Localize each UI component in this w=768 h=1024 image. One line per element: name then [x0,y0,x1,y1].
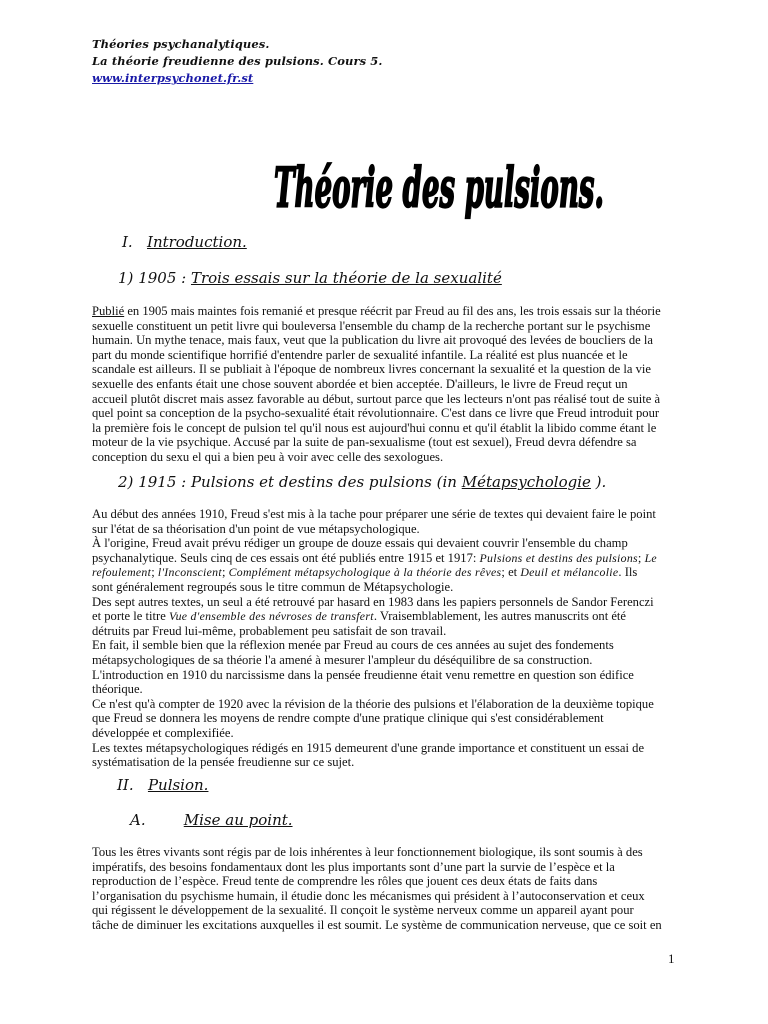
text-line: l’organisation du psychisme humain, il étudie donc les mécanismes qui président à l’autoconservation et ceux [92,888,645,903]
text-line: Les textes métapsychologiques rédigés en 1915 demeurent d'une grande importance et constituent un essai de [92,740,645,755]
text-line: part du monde scientifique horrifié d'entendre parler de sexualité infantile. La réalité est plus nuancée et le [92,347,628,362]
subsection-heading-mise-au-point [130,811,293,829]
text-line: conception du sexu el qui a bien peu à voir avec celle des sexologues. [92,449,444,464]
document-title-text: Théorie des pulsions. [274,156,604,221]
text-line: Au début des années 1910, Freud s'est mis à la tache pour préparer une série de textes qui devaient faire le point [92,507,656,521]
subsection-heading-1915 [118,473,606,491]
text-line: systématisation de la pensée freudienne sur ce sujet. [92,755,355,770]
text-segment: . Ils [618,565,638,580]
text-line: quel point sa conception de la psycho-sexualité était révolutionnaire. C'est dans ce livre que Freud introduit pour [92,406,660,421]
subsection-label-underlined: Métapsychologie [461,473,591,491]
text-segment: et porte le titre [92,609,169,624]
text-line: sur l'état de sa théorisation d'un point de vue métapsychologique. [92,521,420,536]
text-line: reproduction de l’espèce. Freud tente de comprendre les rôles que jouent ces deux états de faits dans [92,874,598,889]
section-number: II. [117,776,134,794]
text-line: Ce n'est qu'à compter de 1920 avec la révision de la théorie des pulsions et l'élaboration de la deuxième topique [92,696,654,711]
header-website-link[interactable]: www.interpsychonet.fr.st [92,71,254,85]
text-segment: ; [151,565,158,580]
section-number: I. [122,233,133,251]
text-line: À l'origine, Freud avait prévu rédiger un groupe de douze essais qui devaient couvrir l'ensemble du champ [92,536,628,551]
subsection-number: 1) [118,269,134,287]
section-label: Pulsion. [147,776,209,794]
text-line: impératifs, des besoins fondamentaux dont les plus importants sont d’une part la survie de l’espèce et la [92,859,615,874]
text-line: sexuelle constituent un petit livre qui bouleversa l'ensemble du champ de la recherche portant sur le psychisme [92,318,651,333]
essay-title: Complément métapsychologique à la théorie des rêves [228,565,502,580]
essay-title: Deuil et mélancolie [520,565,619,580]
text-line: humain. Un mythe tenace, mais faux, veut que la publication du livre ait provoqué des levées de boucliers de la [92,333,653,348]
essay-title: l'Inconscient [157,565,222,580]
section-heading-introduction [122,233,247,251]
subsection-label: Pulsions et destins des pulsions (in [190,473,462,491]
text-line: la première fois le concept de pulsion tel qu'il nous est aujourd'hui connu et qu'il établit la libido comme étant le [92,420,657,435]
document-title [270,112,620,220]
subsection-heading-1905 [118,269,502,287]
text-segment: . Vraisemblablement, les autres manuscrits ont été [373,609,627,624]
text-line: tâche de diminuer les excitations auxquelles il est soumit. Le système de communication nerveuse, que ce soit en [92,917,662,932]
essay-title: Le [644,550,657,565]
text-line: théorique. [92,682,143,697]
section-label: Introduction. [147,233,247,251]
text-line: En fait, il semble bien que la réflexion menée par Freud au cours de ces années au sujet des fondements [92,638,614,653]
text-line: qui régissent le développement de la sexualité. Il conçoit le système nerveux comme un appareil ayant pour [92,903,634,918]
text-line: accueil plutôt discret mais assez favorable au début, surtout parce que les lecteurs n'ont pas réalisé tout de suite à [92,391,661,406]
paragraph-metapsychologie [92,507,674,770]
text-line: que Freud se donnera les moyens de rendre compte d'une pratique clinique qui s'est considérablement [92,711,604,726]
text-line: détruits par Freud lui-même, probablement peu satisfait de son travail. [92,623,447,638]
first-word: Publié [92,304,125,318]
subsection-number: A. [130,811,146,829]
header-course-subtitle: La théorie freudienne des pulsions. Cours 5. [92,54,383,68]
text-line: en 1905 mais maintes fois remanié et presque réécrit par Freud au fil des ans, les trois essais sur la théorie [124,304,661,318]
text-line: développée et complexifiée. [92,725,234,740]
subsection-year: 1905 : [138,269,187,287]
subsection-label: Mise au point. [183,811,293,829]
subsection-number: 2) [118,473,134,491]
subsection-label-end: ). [590,473,607,491]
paragraph-mise-au-point [92,845,674,933]
paragraph-trois-essais [92,304,674,465]
header-course-title: Théories psychanalytiques. [92,37,270,51]
text-segment: ; et [501,565,521,580]
text-segment: psychanalytique. Seuls cinq de ces essais ont été publiés entre 1915 et 1917: [92,550,480,565]
page-number: 1 [668,951,675,966]
section-heading-pulsion [117,776,208,794]
text-line: Tous les êtres vivants sont régis par de lois inhérentes à leur fonctionnement biologique, ils sont soumis à des [92,845,643,859]
text-line: moteur de la vie psychique. Accusé par la suite de pan-sexualisme (tout est sexuel), Freud devra défendre sa [92,435,637,450]
essay-title: refoulement [92,565,152,580]
subsection-year: 1915 : [138,473,187,491]
text-line: sexuelle des enfants était une chose souvent abordée et bien acceptée. D'ailleurs, le livre de Freud reçut un [92,376,628,391]
essay-title: Vue d'ensemble des névroses de transfert [168,609,374,624]
text-segment: ; [221,565,229,580]
text-line: L'introduction en 1910 du narcissisme dans la pensée freudienne était venu remettre en question son édifice [92,667,634,682]
text-line: scandale est ailleurs. Il se publiait à l'époque de nombreux livres concernant la sexualité et la question de la vie [92,362,651,377]
text-segment: ; [637,550,645,565]
essay-title: Pulsions et destins des pulsions [479,550,638,565]
text-line: métapsychologiques de sa théorie l'a amené à mesurer l'ampleur du déséquilibre de sa construction. [92,652,593,667]
text-line: sont généralement regroupés sous le titre commun de Métapsychologie. [92,579,454,594]
subsection-label: Trois essais sur la théorie de la sexualité [190,269,502,287]
text-line: Des sept autres textes, un seul a été retrouvé par hasard en 1983 dans les papiers personnels de Sandor Ferenczi [92,594,654,609]
